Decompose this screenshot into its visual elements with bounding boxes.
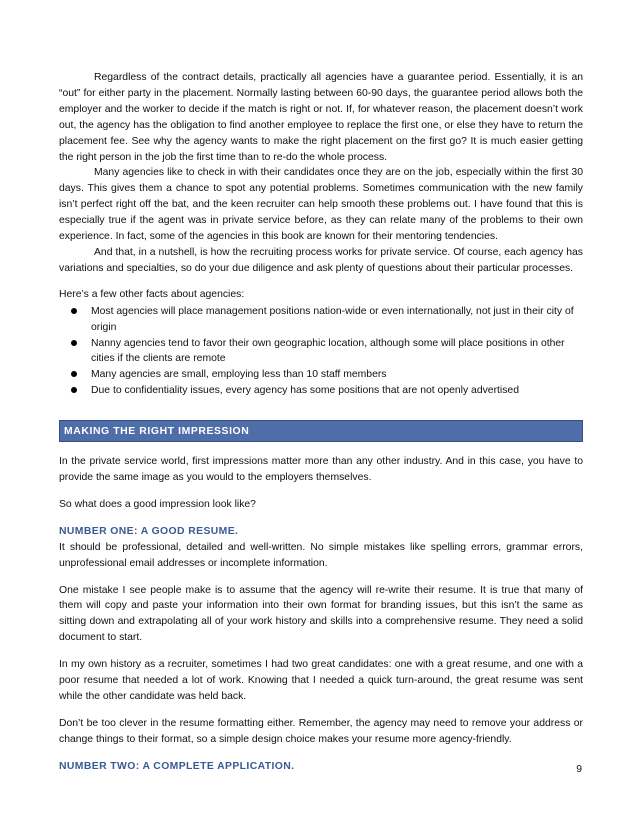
paragraph-check-in: Many agencies like to check in with their candidates once they are on the job, especially within the first 30 days. This gives them a chance to spot any potential problems. Sometimes communication with the new family isn’t perfect right off the bat, and the keen recruiter can help smooth these problems out. I have found that this is especially true if the agent was in private service before, as they can relate many of the problems to their own experience. In fact, some of the agencies in this book are known for their mentoring tendencies.	[59, 167, 583, 243]
list-item	[59, 367, 583, 383]
section-intro-question: So what does a good impression look like?	[59, 498, 256, 510]
paragraph-guarantee-period: Regardless of the contract details, practically all agencies have a guarantee period. Essentially, it is an “out” for either party in the placement. Normally lasting between 60-90 days, the guarantee period allows both the employer and the worker to decide if the match is right or not. If, for whatever reason, the placement doesn’t work out, the agency has the obligation to find another employee to replace the first one, or else they have to return the placement fee. See why the agency wants to make the right placement on the first go? It is much easier getting the right person in the job the first time than to re-do the whole process.	[59, 72, 583, 163]
paragraph-resume-mistake: One mistake I see people make is to assume that the agency will re-write their resume. It is true that many of them will copy and paste your information into their own format for branding issues, but this isn’t the same as sitting down and extrapolating all of your work history and skills into a comprehensive resume. They need a solid document to start.	[59, 584, 583, 644]
section-title: MAKING THE RIGHT IMPRESSION	[64, 425, 250, 437]
subsection-heading-resume: NUMBER ONE: A GOOD RESUME.	[59, 525, 239, 537]
paragraph-recruiter-history: In my own history as a recruiter, sometimes I had two great candidates: one with a great resume, and one with a poor resume that needed a lot of work. Knowing that I needed a quick turn-around, the great resume was sent while the other candidate was held back.	[59, 659, 583, 702]
list-item	[59, 383, 583, 399]
list-item	[59, 336, 583, 368]
bullet-icon	[71, 387, 77, 393]
paragraph-resume-quality: It should be professional, detailed and well-written. No simple mistakes like spelling errors, grammar errors, unprofessional email addresses or incomplete information.	[59, 541, 583, 569]
list-item-text: Many agencies are small, employing less than 10 staff members	[91, 369, 387, 381]
bullet-icon	[71, 340, 77, 346]
subsection-heading-application: NUMBER TWO: A COMPLETE APPLICATION.	[59, 760, 295, 772]
paragraph-resume-formatting: Don’t be too clever in the resume formatting either. Remember, the agency may need to remove your address or change things to their format, so a simple design choice makes your resume more agency-friendly.	[59, 717, 583, 745]
page-body	[59, 70, 583, 775]
section-intro-paragraph: In the private service world, first impressions matter more than any other industry. And in this case, you have to provide the same image as you would to the employers themselves.	[59, 456, 583, 484]
bullet-icon	[71, 308, 77, 314]
bullet-icon	[71, 371, 77, 377]
facts-intro: Here’s a few other facts about agencies:	[59, 288, 245, 300]
list-item-text: Most agencies will place management positions nation-wide or even internationally, not just in their city of origin	[91, 305, 574, 333]
list-item-text: Nanny agencies tend to favor their own geographic location, although some will place positions in other cities if the clients are remote	[91, 337, 565, 365]
paragraph-nutshell: And that, in a nutshell, is how the recruiting process works for private service. Of course, each agency has variations and specialties, so do your due diligence and ask plenty of questions about their particular processes.	[59, 246, 583, 274]
facts-list	[59, 304, 583, 399]
list-item-text: Due to confidentiality issues, every agency has some positions that are not openly advertised	[91, 385, 519, 397]
page-number: 9	[576, 764, 582, 775]
list-item	[59, 304, 583, 336]
section-heading-banner	[59, 420, 583, 442]
